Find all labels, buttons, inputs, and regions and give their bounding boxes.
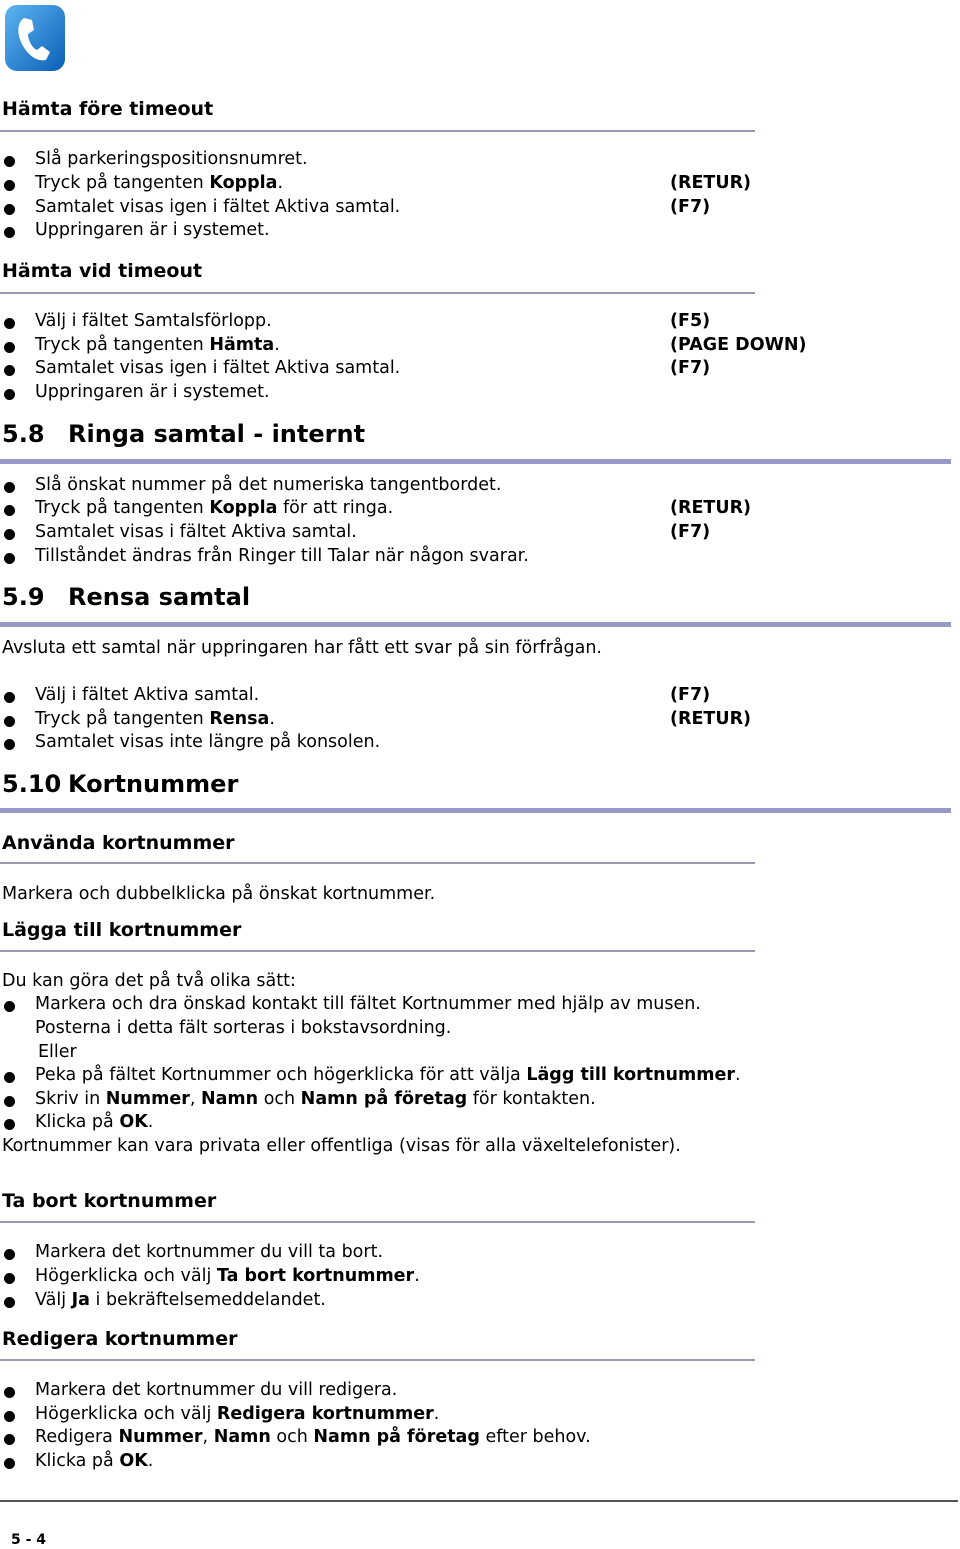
- key-label: (RETUR): [670, 709, 752, 729]
- section-title-5-8: 5.8 Ringa samtal - internt: [2, 420, 366, 448]
- bullet-icon: [4, 1458, 15, 1469]
- bullet-icon: [4, 318, 15, 329]
- bullet-icon: [4, 1411, 15, 1422]
- heading-ta-bort-kortnummer: Ta bort kortnummer: [2, 1190, 217, 1212]
- divider: [0, 862, 755, 864]
- bullet-icon: [4, 1434, 15, 1445]
- key-label: (PAGE DOWN): [670, 335, 807, 355]
- bullet-icon: [4, 529, 15, 540]
- bullet-icon: [4, 389, 15, 400]
- bullet-icon: [4, 156, 15, 167]
- divider: [0, 459, 951, 464]
- bullet-icon: [4, 365, 15, 376]
- divider: [0, 950, 755, 952]
- divider: [0, 808, 951, 813]
- bullet-icon: [4, 204, 15, 215]
- paragraph: Kortnummer kan vara privata eller offentliga (visas för alla växeltelefonister).: [2, 1136, 681, 1156]
- bullet-icon: [4, 227, 15, 238]
- bullet-icon: [4, 739, 15, 750]
- key-label: (F7): [670, 685, 711, 705]
- key-label: (F5): [670, 311, 711, 331]
- key-label: (F7): [670, 358, 711, 378]
- bullet-icon: [4, 1001, 15, 1012]
- bullet-icon: [4, 1249, 15, 1260]
- bullet-icon: [4, 553, 15, 564]
- key-label: (RETUR): [670, 498, 752, 518]
- page-number: 5 - 4: [11, 1532, 47, 1548]
- divider: [0, 130, 755, 132]
- key-label: (F7): [670, 522, 711, 542]
- bullet-icon: [4, 716, 15, 727]
- heading-hamta-fore-timeout: Hämta före timeout: [2, 98, 214, 120]
- divider: [0, 1221, 755, 1223]
- divider: [0, 1359, 755, 1361]
- heading-anvanda-kortnummer: Använda kortnummer: [2, 832, 235, 854]
- paragraph: Du kan göra det på två olika sätt:: [2, 971, 296, 991]
- divider: [0, 622, 951, 627]
- heading-lagga-till-kortnummer: Lägga till kortnummer: [2, 919, 242, 941]
- section-title-5-9: 5.9 Rensa samtal: [2, 583, 251, 611]
- footer-divider: [0, 1500, 958, 1502]
- key-label: (RETUR): [670, 173, 752, 193]
- section-title-5-10: 5.10 Kortnummer: [2, 770, 239, 798]
- section-intro: Avsluta ett samtal när uppringaren har fått ett svar på sin förfrågan.: [2, 638, 602, 658]
- heading-hamta-vid-timeout: Hämta vid timeout: [2, 260, 203, 282]
- bullet-icon: [4, 692, 15, 703]
- bullet-icon: [4, 1297, 15, 1308]
- bullet-icon: [4, 1387, 15, 1398]
- bullet-icon: [4, 180, 15, 191]
- paragraph: Markera och dubbelklicka på önskat kortnummer.: [2, 884, 436, 904]
- divider: [0, 292, 755, 294]
- bullet-icon: [4, 482, 15, 493]
- bullet-icon: [4, 1096, 15, 1107]
- bullet-icon: [4, 1119, 15, 1130]
- bullet-icon: [4, 505, 15, 516]
- bullet-icon: [4, 342, 15, 353]
- bullet-icon: [4, 1072, 15, 1083]
- phone-handset-icon: [4, 4, 66, 72]
- bullet-icon: [4, 1273, 15, 1284]
- list-item-continuation: Posterna i detta fält sorteras i bokstavsordning.: [35, 1018, 452, 1038]
- eller-label: Eller: [38, 1042, 77, 1062]
- heading-redigera-kortnummer: Redigera kortnummer: [2, 1328, 238, 1350]
- key-label: (F7): [670, 197, 711, 217]
